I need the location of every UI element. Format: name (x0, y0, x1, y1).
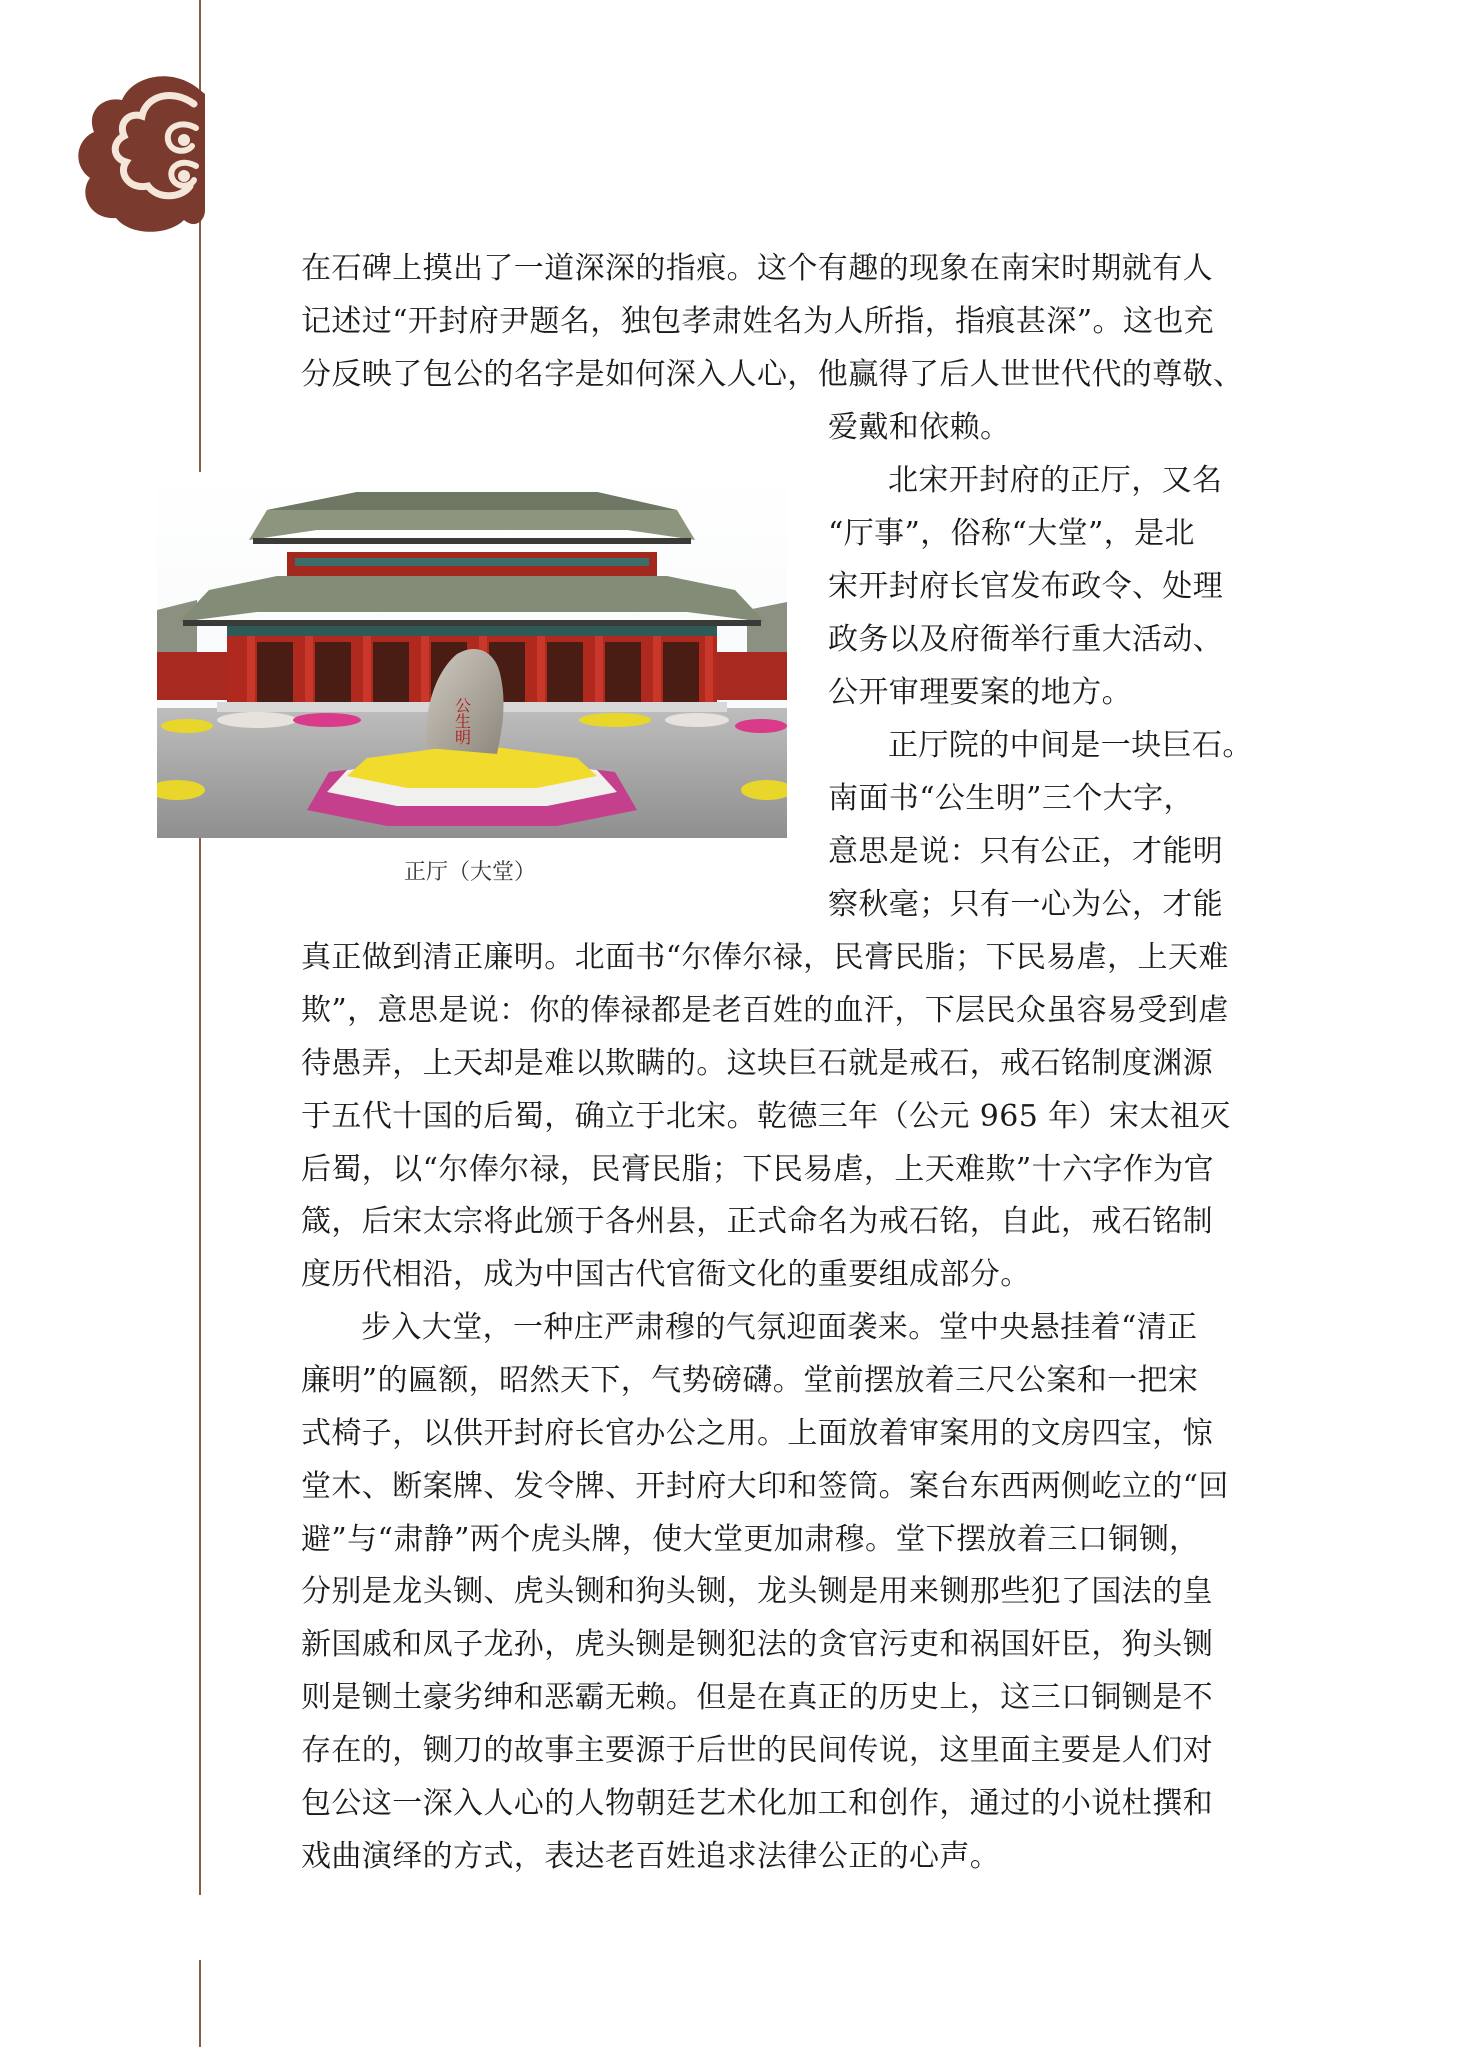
paragraph-4 (301, 1302, 1243, 1884)
text-line: 北宋开封府的正厅，又名 (888, 463, 1223, 498)
paragraph-3-narrow (828, 720, 1253, 932)
cloud-ornament-icon (72, 70, 207, 238)
text-line: 避”与“肃静”两个虎头牌，使大堂更加肃穆。堂下摆放着三口铜铡， (301, 1521, 1200, 1557)
text-line: 政务以及府衙举行重大活动、 (828, 621, 1224, 657)
text-line: 则是铡土豪劣绅和恶霸无赖。但是在真正的历史上，这三口铜铡是不 (301, 1680, 1213, 1716)
photo-caption: 正厅（大堂） (403, 860, 536, 885)
stone-inscription: 公生明 (452, 697, 472, 745)
margin-rule-lower (199, 1960, 201, 2047)
text-line: 在石碑上摸出了一道深深的指痕。这个有趣的现象在南宋时期就有人 (301, 251, 1213, 286)
paragraph-3 (301, 932, 1243, 1302)
main-hall-photo (157, 472, 787, 838)
text-line: 戏曲演绎的方式，表达老百姓追求法律公正的心声。 (301, 1838, 1001, 1874)
text-line: 存在的，铡刀的故事主要源于后世的民间传说，这里面主要是人们对 (301, 1733, 1213, 1769)
text-line: 于五代十国的后蜀，确立于北宋。乾德三年（公元 965 年）宋太祖灭 (301, 1098, 1231, 1134)
text-line: 公开审理要案的地方。 (828, 674, 1132, 710)
text-line: 南面书“公生明”三个大字， (828, 780, 1194, 816)
text-line: 爱戴和依赖。 (828, 410, 1011, 445)
text-line: 廉明”的匾额，昭然天下，气势磅礴。堂前摆放着三尺公案和一把宋 (301, 1362, 1199, 1398)
text-line: 步入大堂，一种庄严肃穆的气氛迎面袭来。堂中央悬挂着“清正 (361, 1310, 1198, 1345)
margin-rule (199, 0, 201, 1895)
paragraph-1 (301, 243, 1243, 402)
text-line: 箴，后宋太宗将此颁于各州县，正式命名为戒石铭，自此，戒石铭制 (301, 1204, 1213, 1240)
text-line: 待愚弄，上天却是难以欺瞒的。这块巨石就是戒石，戒石铭制度渊源 (301, 1045, 1213, 1081)
text-line: 包公这一深入人心的人物朝廷艺术化加工和创作，通过的小说杜撰和 (301, 1786, 1213, 1822)
text-line: 真正做到清正廉明。北面书“尔俸尔禄，民膏民脂；下民易虐，上天难 (301, 940, 1229, 975)
paragraph-1-end (828, 402, 1244, 455)
text-line: 式椅子，以供开封府长官办公之用。上面放着审案用的文房四宝，惊 (301, 1415, 1213, 1451)
text-line: 欺”，意思是说：你的俸禄都是老百姓的血汗，下层民众虽容易受到虐 (301, 992, 1229, 1028)
text-line: 宋开封府长官发布政令、处理 (828, 568, 1224, 604)
text-line: 察秋毫；只有一心为公，才能 (828, 886, 1224, 922)
paragraph-2 (828, 455, 1244, 719)
text-line: 后蜀，以“尔俸尔禄，民膏民脂；下民易虐，上天难欺”十六字作为官 (301, 1151, 1215, 1187)
text-line: 新国戚和凤子龙孙，虎头铡是铡犯法的贪官污吏和祸国奸臣，狗头铡 (301, 1627, 1213, 1663)
text-line: 正厅院的中间是一块巨石。 (888, 728, 1253, 763)
text-line: 记述过“开封府尹题名，独包孝肃姓名为人所指，指痕甚深”。这也充 (301, 303, 1215, 339)
text-line: “厅事”，俗称“大堂”，是北 (828, 515, 1195, 551)
text-line: 堂木、断案牌、发令牌、开封府大印和签筒。案台东西两侧屹立的“回 (301, 1468, 1229, 1504)
text-line: 度历代相沿，成为中国古代官衙文化的重要组成部分。 (301, 1257, 1031, 1293)
text-line: 意思是说：只有公正，才能明 (828, 833, 1224, 869)
text-line: 分别是龙头铡、虎头铡和狗头铡，龙头铡是用来铡那些犯了国法的皇 (301, 1574, 1213, 1610)
text-line: 分反映了包公的名字是如何深入人心，他赢得了后人世世代代的尊敬、 (301, 356, 1244, 392)
